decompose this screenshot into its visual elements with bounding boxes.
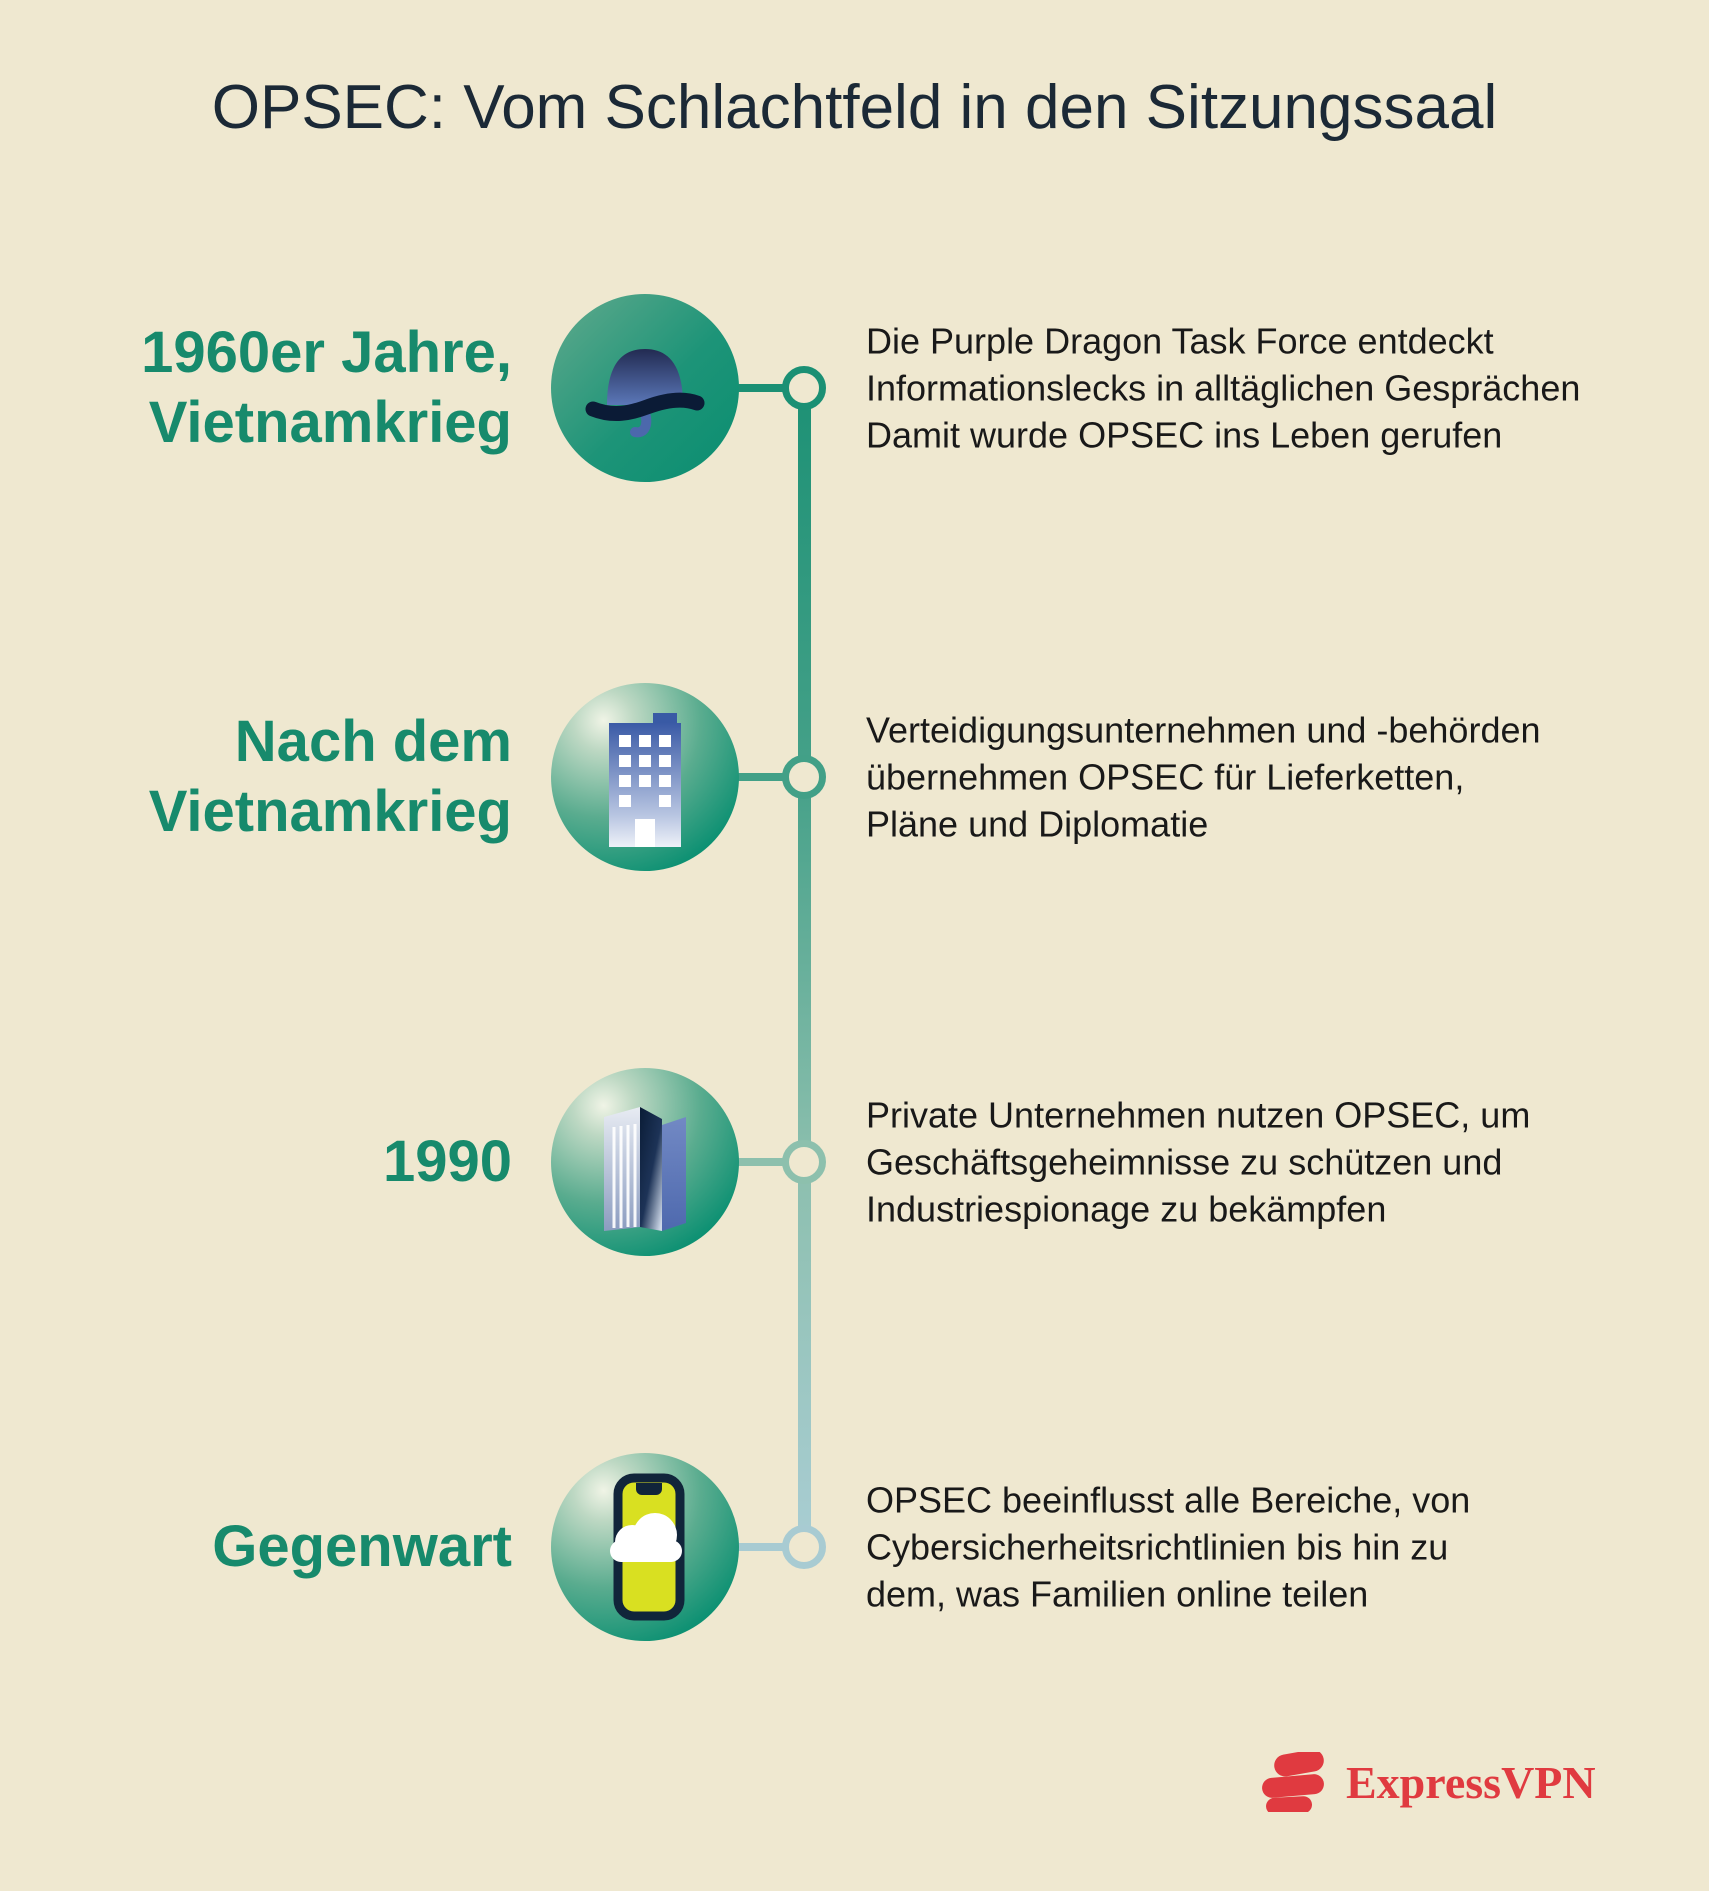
milestone-label: 1990 [382,1129,512,1194]
milestone-icon-circle [551,294,739,482]
description-line: Die Purple Dragon Task Force entdeckt [866,320,1494,362]
milestone-description [866,1092,1530,1233]
timeline-node [782,755,826,799]
milestone-icon-circle [551,1453,739,1641]
description-line: Cybersicherheitsrichtlinien bis hin zu [866,1526,1449,1568]
description-line: Informationslecks in alltäglichen Gesprächen [866,367,1581,409]
brand-name: ExpressVPN [1346,1756,1596,1808]
description-line: übernehmen OPSEC für Lieferketten, [866,756,1465,798]
brand-footer [1262,1752,1596,1812]
milestone-label: 1960er Jahre, Vietnamkrieg [141,320,512,455]
timeline-node [782,1525,826,1569]
page-title: OPSEC: Vom Schlachtfeld in den Sitzungssaal [211,73,1498,142]
milestone-icon-circle [551,1068,739,1256]
description-line: Pläne und Diplomatie [866,803,1209,845]
expressvpn-logo-icon [1262,1752,1328,1812]
description-line: Verteidigungsunternehmen und -behörden [866,709,1541,751]
skyscraper-icon [590,1087,700,1237]
milestone-icon-circle [551,683,739,871]
milestone-label: Nach dem Vietnamkrieg [148,709,512,844]
milestone-description [866,318,1580,459]
description-line: OPSEC beeinflusst alle Bereiche, von [866,1479,1471,1521]
milestone-description [866,707,1541,848]
timeline-node [782,1140,826,1184]
helmet-icon [585,333,705,443]
description-line: Private Unternehmen nutzen OPSEC, um [866,1094,1531,1136]
milestone-label: Gegenwart [212,1514,512,1579]
timeline-node [782,366,826,410]
description-line: Industriespionage zu bekämpfen [866,1188,1387,1230]
timeline-line [798,388,811,1547]
smartphone-cloud-icon [588,1472,703,1622]
description-line: dem, was Familien online teilen [866,1573,1369,1615]
office-building-icon [595,707,695,847]
milestone-description [866,1477,1470,1618]
description-line: Geschäftsgeheimnisse zu schützen und [866,1141,1503,1183]
description-line: Damit wurde OPSEC ins Leben gerufen [866,414,1503,456]
